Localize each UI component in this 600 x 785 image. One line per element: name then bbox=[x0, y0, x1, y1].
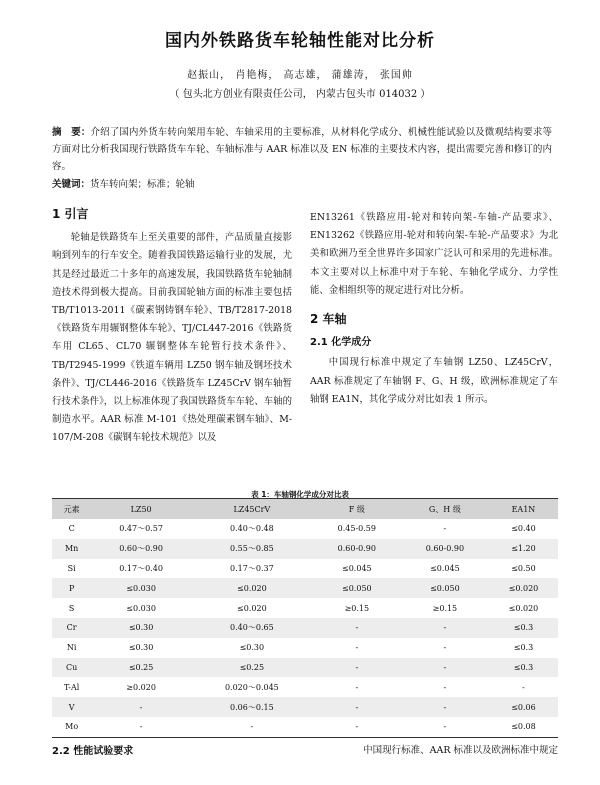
table-cell: Si bbox=[67, 563, 76, 573]
table-cell: ≤0.3 bbox=[489, 618, 558, 638]
table-cell: ≤0.020 bbox=[489, 578, 558, 598]
table-cell: - bbox=[313, 697, 401, 717]
table-cell: 0.45-0.59 bbox=[337, 524, 376, 534]
col-header: LZ50 bbox=[91, 499, 191, 520]
table-cell: - bbox=[355, 682, 359, 692]
table-header-row bbox=[52, 499, 558, 520]
table-row bbox=[52, 697, 558, 717]
table-cell: Ni bbox=[66, 643, 77, 653]
table-cell: ≤0.30 bbox=[239, 643, 265, 653]
table-cell: - bbox=[313, 618, 401, 638]
abstract bbox=[52, 124, 552, 175]
table-row bbox=[52, 677, 558, 697]
table-cell: ≤0.50 bbox=[511, 563, 536, 573]
table-cell: 0.40～0.48 bbox=[230, 524, 274, 534]
table-row bbox=[52, 717, 558, 737]
abstract-label: 摘 要： bbox=[52, 127, 91, 138]
col-header: G、H 级 bbox=[401, 499, 489, 520]
table-cell: 0.60～0.90 bbox=[91, 539, 191, 559]
table-cell: - bbox=[443, 682, 447, 692]
table-cell: - bbox=[443, 643, 447, 653]
table-row bbox=[52, 638, 558, 658]
table-row bbox=[52, 618, 558, 638]
table-cell: - bbox=[401, 717, 489, 737]
table-caption: 表 1：车轴钢化学成分对比表 bbox=[251, 490, 349, 499]
paper-title: 国内外铁路货车轮轴性能对比分析 bbox=[165, 31, 435, 51]
table-cell: ≥0.020 bbox=[126, 682, 156, 692]
col-header: F 级 bbox=[313, 499, 401, 520]
table-cell: ≤1.20 bbox=[489, 539, 558, 559]
table-cell: ≤0.06 bbox=[489, 697, 558, 717]
col-header: EA1N bbox=[489, 499, 558, 520]
table-cell: Mn bbox=[52, 539, 91, 559]
table-cell: ≤0.30 bbox=[128, 643, 154, 653]
section2-2-text: 中国现行标准、AAR 标准以及欧洲标准中规定 bbox=[363, 745, 558, 756]
table-cell: 0.55～0.85 bbox=[191, 539, 313, 559]
table-cell: - bbox=[191, 717, 313, 737]
table-cell: ≤0.045 bbox=[342, 563, 372, 573]
table-cell: 0.40～0.65 bbox=[191, 618, 313, 638]
table-row bbox=[52, 598, 558, 618]
abstract-text: 介绍了国内外货车转向架用车轮、车轴采用的主要标准，从材料化学成分、机械性能试验以及微观结构要求等方面对比分析我国现行铁路货车车轮、车轴标准与 AAR 标准以及 EN 标准的主要技术内容，提出需要完善和修订的内容。 bbox=[52, 127, 552, 172]
table-row bbox=[52, 658, 558, 678]
table-cell: 0.60-0.90 bbox=[401, 539, 489, 559]
table-cell: ≥0.15 bbox=[344, 603, 370, 613]
table-cell: - bbox=[313, 717, 401, 737]
table-cell: ≤0.020 bbox=[508, 603, 539, 613]
table-cell: ≤0.25 bbox=[91, 658, 191, 678]
table-cell: C bbox=[68, 524, 75, 534]
table-cell: 0.17～0.40 bbox=[119, 563, 163, 573]
table-cell: - bbox=[443, 524, 447, 534]
section1-paragraph: 轮轴是铁路货车上至关重要的部件，产品质量直接影响到列车的行车安全。随着我国铁路运输行业的发展，尤其是经过最近二十多年的高速发展，我国铁路货车轮轴制造技术得到极大提高。目前我国轮轴方面的标准主要包括 TB/T1013-2011《碳素钢铸钢车轮》、TB/T2817-2018《铁路货车用辗钢整体车轮》、TJ/CL447-2016《铁路货车用 CL65、CL70 辗钢整体车轮暂行技术条件》、TB/T2945-1999《铁道车辆用 LZ50 钢车轴及钢坯技术条件》、TJ/CL446-2016《铁路货车 LZ45CrV 钢车轴暂行技术条件》，以上标准体现了我国铁路货车车轮、车轴的制造水平。AAR 标准 M-101《热处理碳素钢车轴》、M-107/M-208《碳钢车轮技术规范》以及 bbox=[52, 232, 292, 444]
table-cell: ≤0.3 bbox=[513, 643, 534, 653]
table-row bbox=[52, 519, 558, 539]
table-cell: Cu bbox=[52, 658, 91, 678]
section2-2-heading: 2.2 性能试验要求 bbox=[52, 746, 134, 757]
table-cell: P bbox=[52, 578, 91, 598]
keywords-text: 货车转向架；标准；轮轴 bbox=[90, 179, 195, 190]
section1-paragraph-cont: EN13261《铁路应用-轮对和转向架-车轴-产品要求》、EN13262《铁路应用-轮对和转向架-车轮-产品要求》为北美和欧洲乃至全世界许多国家广泛认可和采用的先进标准。本文主要对以上标准中对于车轮、车轴化学成分、力学性能、金相组织等的规定进行对比分析。 bbox=[310, 212, 558, 296]
section2-heading: 2 车轴 bbox=[310, 312, 347, 327]
section2-1-heading: 2.1 化学成分 bbox=[310, 337, 372, 349]
table-cell: ≤0.25 bbox=[191, 658, 313, 678]
col-header: LZ45CrV bbox=[191, 499, 313, 520]
table-cell: ≤0.30 bbox=[91, 618, 191, 638]
table-cell: ≤0.050 bbox=[313, 578, 401, 598]
table-cell: T-Al bbox=[63, 682, 80, 692]
table-cell: - bbox=[522, 682, 525, 692]
section1-heading: 1 引言 bbox=[52, 207, 89, 221]
table-row bbox=[52, 578, 558, 598]
table-cell: V bbox=[52, 697, 91, 717]
section2-1-paragraph: 中国现行标准中规定了车轴钢 LZ50、LZ45CrV，AAR 标准规定了车轴钢 F、G、H 级，欧洲标准规定了车轴钢 EA1N，其化学成分对比如表 1 所示。 bbox=[310, 357, 558, 405]
keywords-label: 关键词： bbox=[52, 179, 91, 190]
table-cell: ≤0.08 bbox=[489, 717, 558, 737]
table-cell: 0.17～0.37 bbox=[230, 563, 274, 573]
col-header: 元素 bbox=[52, 499, 91, 520]
table-cell: ≤0.40 bbox=[511, 524, 536, 534]
table-cell: - bbox=[401, 658, 489, 678]
table-cell: 0.020～0.045 bbox=[224, 682, 279, 692]
table-cell: S bbox=[68, 603, 75, 613]
table-cell: Cr bbox=[52, 618, 91, 638]
left-column bbox=[52, 205, 292, 448]
table-row bbox=[52, 539, 558, 559]
table-row bbox=[52, 559, 558, 579]
table-cell: ≤0.030 bbox=[126, 603, 156, 613]
table-cell: - bbox=[91, 717, 191, 737]
right-column bbox=[310, 209, 558, 409]
table-cell: Mo bbox=[52, 717, 91, 737]
table-cell: 0.60-0.90 bbox=[313, 539, 401, 559]
table-cell: - bbox=[401, 618, 489, 638]
table-cell: - bbox=[401, 697, 489, 717]
table-cell: - bbox=[313, 658, 401, 678]
table-cell: 0.47～0.57 bbox=[119, 524, 163, 534]
authors: 赵振山， 肖艳梅， 高志雄， 蒲雄涛， 张国帅 bbox=[187, 70, 413, 81]
table-cell: ≥0.15 bbox=[432, 603, 458, 613]
table-cell: - bbox=[355, 643, 359, 653]
table-cell: 0.06～0.15 bbox=[191, 697, 313, 717]
chemical-composition-table bbox=[52, 498, 558, 738]
table-cell: ≤0.045 bbox=[430, 563, 460, 573]
table-cell: ≤0.050 bbox=[401, 578, 489, 598]
table-cell: ≤0.3 bbox=[489, 658, 558, 678]
table-cell: ≤0.030 bbox=[91, 578, 191, 598]
keywords bbox=[52, 176, 552, 190]
table-cell: - bbox=[91, 697, 191, 717]
affiliation: （ 包头北方创业有限责任公司， 内蒙古包头市 014032 ） bbox=[169, 89, 431, 100]
table-cell: ≤0.020 bbox=[191, 578, 313, 598]
table-cell: ≤0.020 bbox=[237, 603, 267, 613]
